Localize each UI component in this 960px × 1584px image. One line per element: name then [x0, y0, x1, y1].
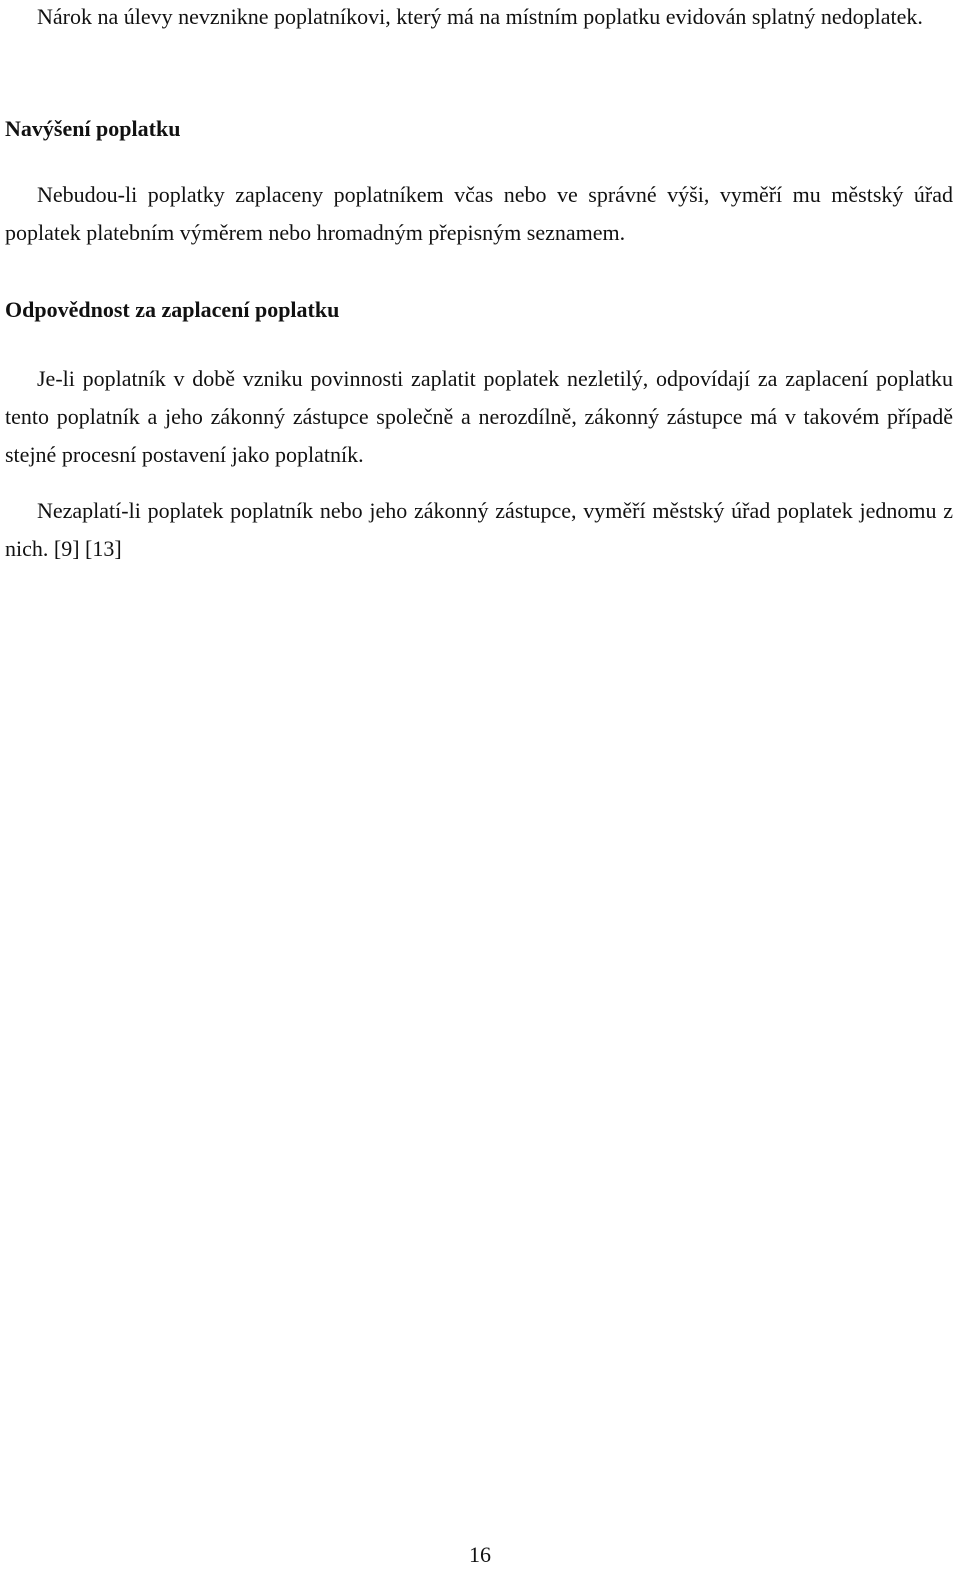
heading-fee-increase: Navýšení poplatku	[5, 116, 181, 141]
paragraph-non-payment: Nezaplatí-li poplatek poplatník nebo jeho zákonný zástupce, vyměří městský úřad poplatek jednomu z nich. [9] [13]	[5, 498, 953, 561]
paragraph-minor-liability: Je-li poplatník v době vzniku povinnosti zaplatit poplatek nezletilý, odpovídají za zaplacení poplatku tento poplatník a jeho zákonný zástupce společně a nerozdílně, zákonný zástupce má v takovém případě stejné procesní postavení jako poplatník.	[5, 366, 953, 467]
paragraph-relief-eligibility: Nárok na úlevy nevznikne poplatníkovi, který má na místním poplatku evidován splatný nedoplatek.	[37, 4, 923, 29]
heading-payment-liability: Odpovědnost za zaplacení poplatku	[5, 297, 340, 322]
paragraph-fee-increase: Nebudou-li poplatky zaplaceny poplatníkem včas nebo ve správné výši, vyměří mu městský úřad poplatek platebním výměrem nebo hromadným přepisným seznamem.	[5, 182, 953, 245]
page-number: 16	[469, 1542, 491, 1567]
